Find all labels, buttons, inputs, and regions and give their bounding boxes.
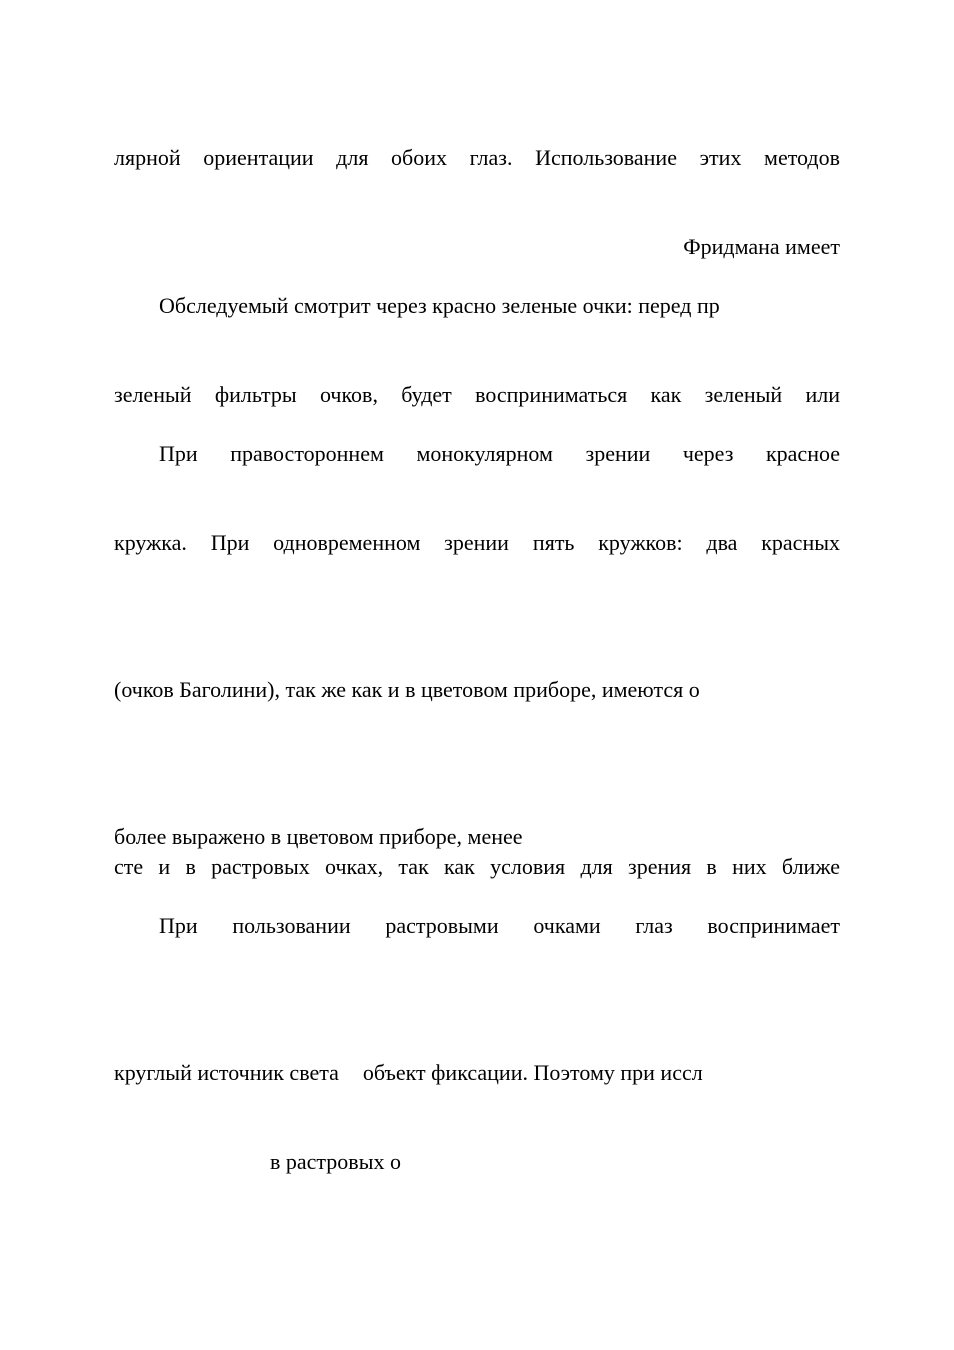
text-line: При правостороннем монокулярном зрении через красное: [159, 441, 840, 466]
text-line: в растровых о: [270, 1149, 401, 1174]
text-line: [114, 1060, 840, 1086]
text-line: сте и в растровых очках, так как условия для зрения в них ближе: [114, 854, 840, 879]
text-line: [114, 530, 840, 556]
text-line: зеленый фильтры очков, будет восприниматься как зеленый или: [114, 382, 840, 407]
text-line: более выражено в цветовом приборе, менее: [114, 824, 523, 849]
text-fragment: круглый источник света: [114, 1060, 339, 1085]
text-line: Обследуемый смотрит через красно зеленые очки: перед пр: [159, 293, 720, 318]
text-fragment: пять кружков: два красных: [532, 530, 840, 555]
text-fragment: объект фиксации. Поэтому при иссл: [362, 1060, 703, 1085]
text-line: (очков Баголини), так же как и в цветовом приборе, имеются о: [114, 677, 700, 702]
text-line: лярной ориентации для обоих глаз. Использование этих методов: [114, 145, 840, 170]
text-fragment: кружка. При одновременном зрении: [114, 530, 509, 555]
text-line: При пользовании растровыми очками глаз воспринимает: [159, 913, 840, 938]
text-line: Фридмана имеет: [683, 234, 840, 259]
